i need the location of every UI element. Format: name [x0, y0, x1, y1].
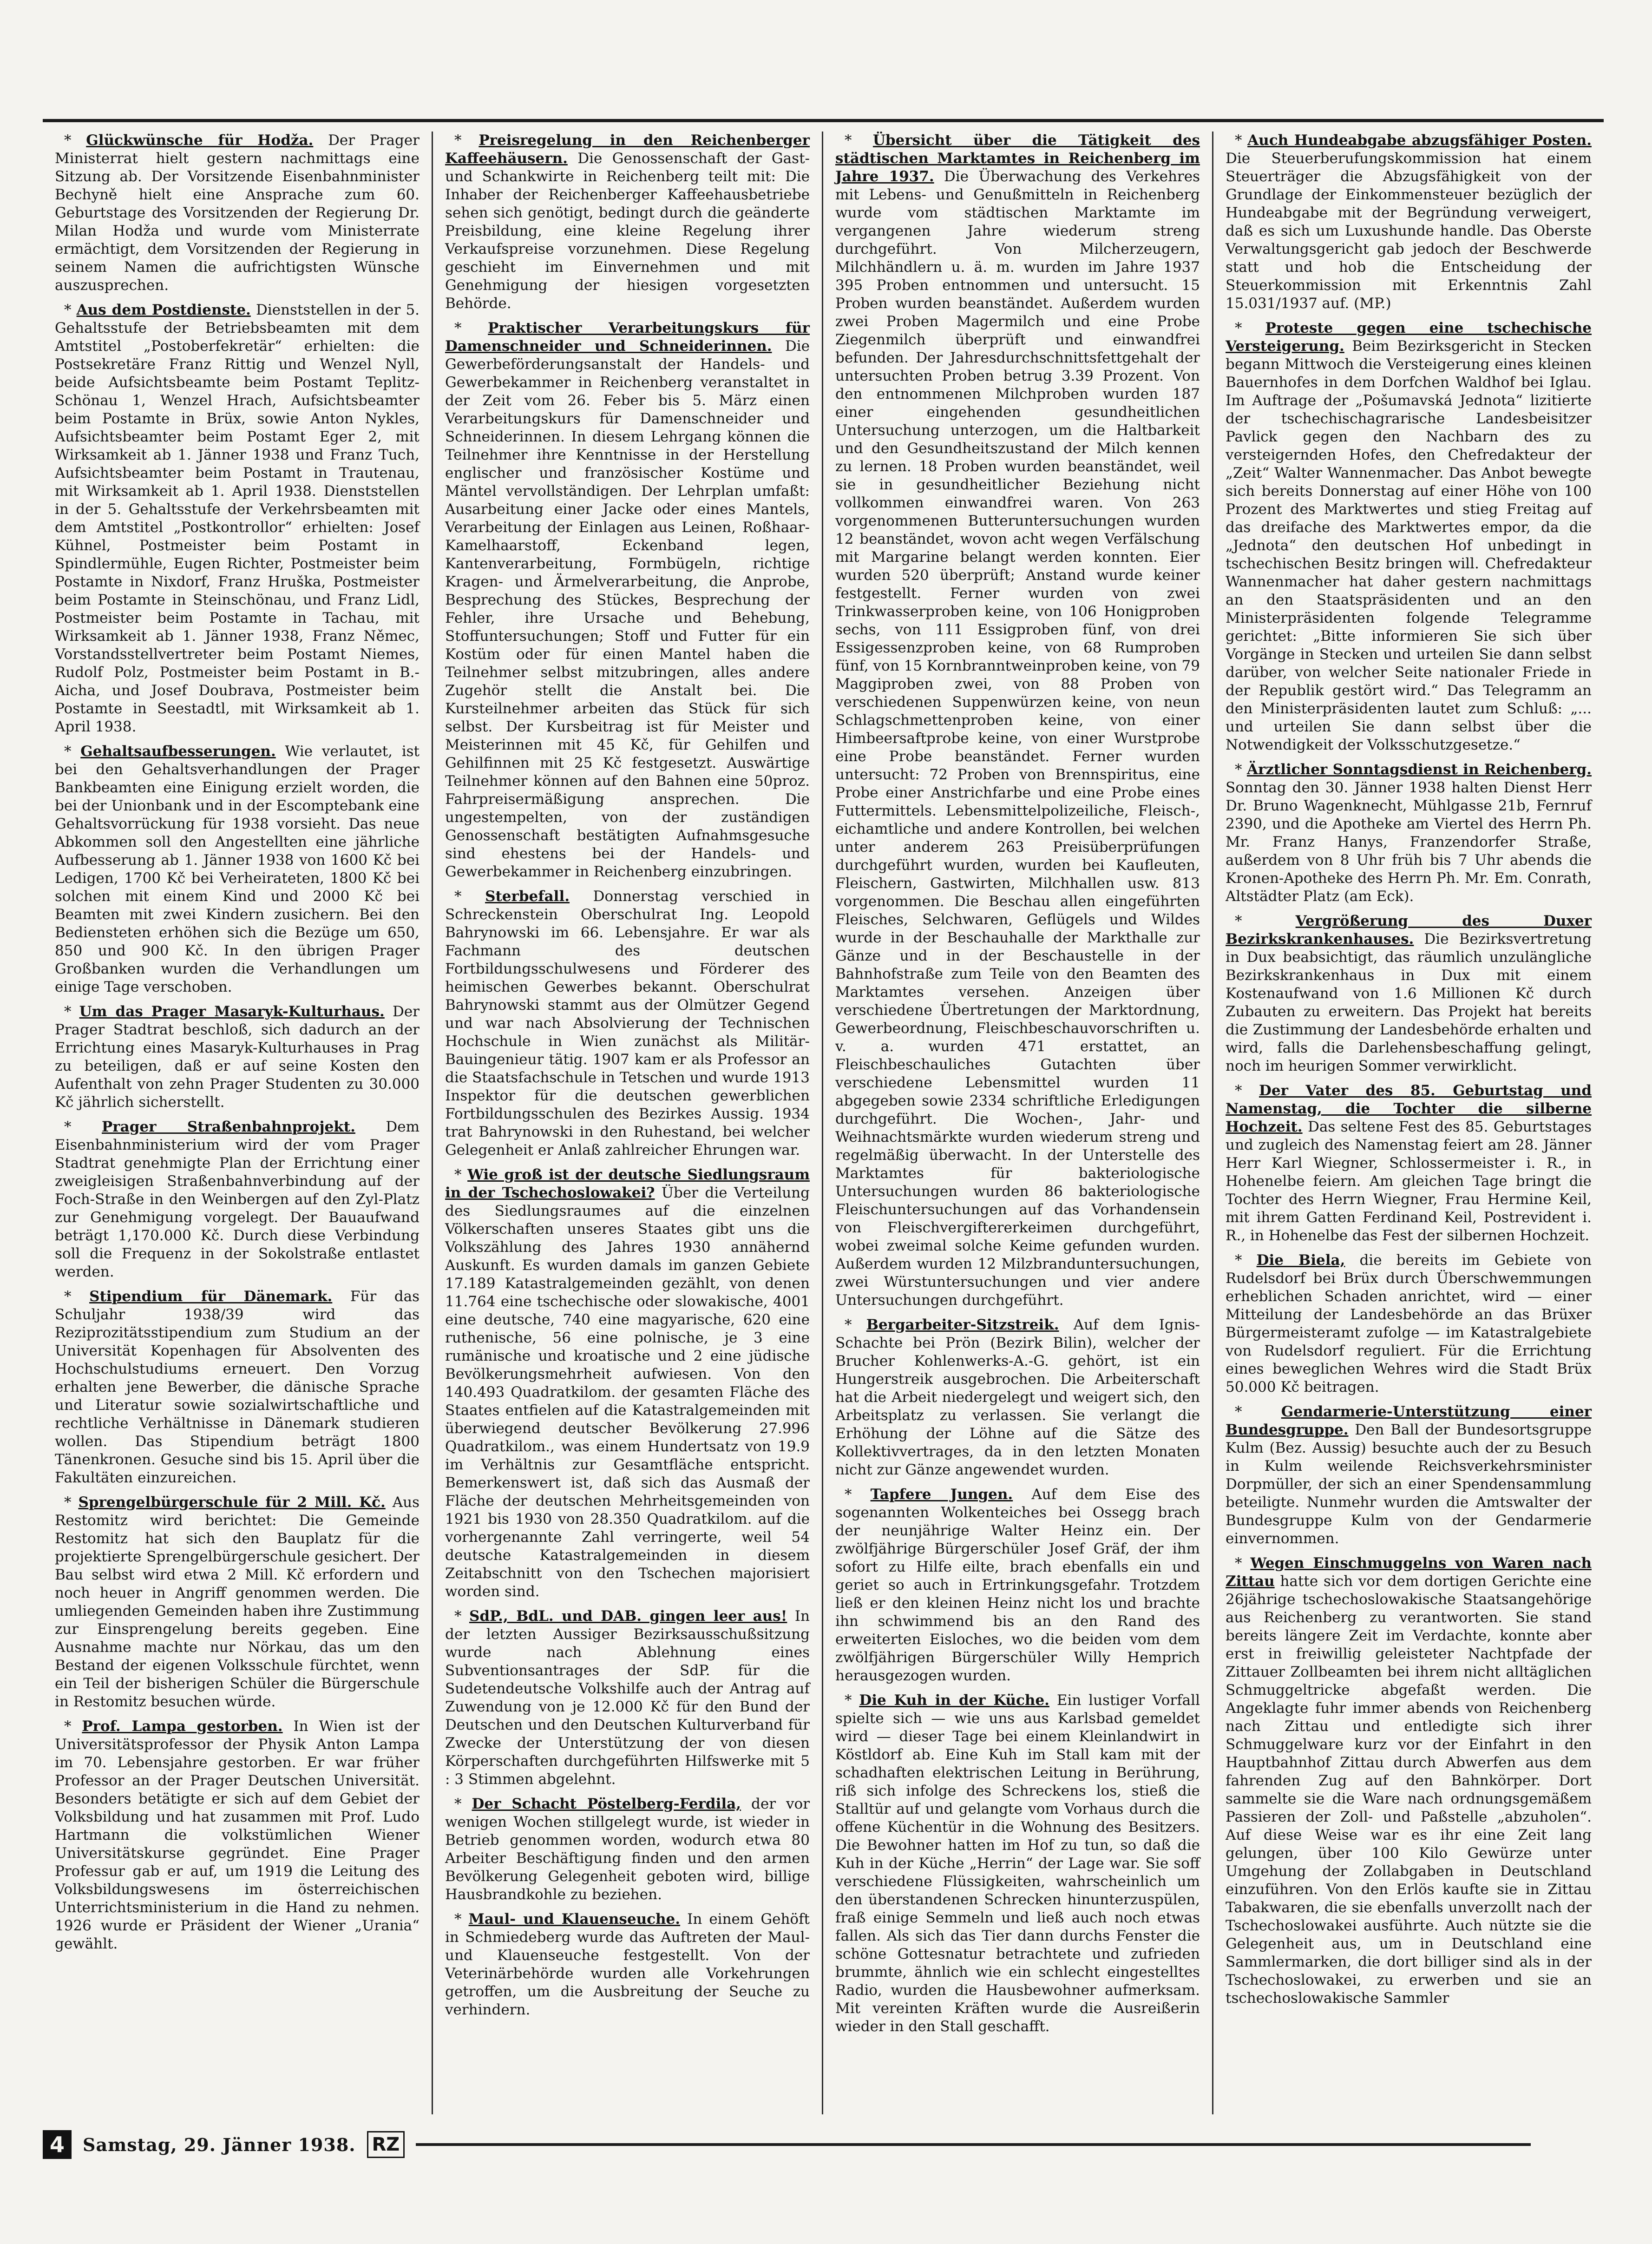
bullet-marker: *: [64, 1494, 79, 1511]
article-heading: Übersicht über die Tätigkeit des städtischen Marktamtes in Reichenberg im Jahre 1937.: [835, 132, 1200, 185]
article-text: Donnerstag verschied in Schreckenstein Oberschulrat Ing. Leopold Bahrynowski im 66. Lebensjahre. Er war als Fachmann des deutschen Fortbildungsschulwesens und Förderer des heimischen Gewerbes bekannt. Oberschulrat Bahrynowski stammt aus der Olmützer Gegend und war nach Absolvierung der Technischen Hochschule in Wien zunächst als Militär-Bauingenieur tätig. 1907 kam er als Professor an die Staatsfachschule in Tetschen und wurde 1913 Inspektor für die deutschen gewerblichen Fortbildungsschulen des Bezirkes Aussig. 1934 trat Bahrynowski in den Ruhestand, bei welcher Gelegenheit er Anlaß zahlreicher Ehrungen war.: [445, 888, 810, 1158]
article-heading: Praktischer Verarbeitungskurs für Damenschneider und Schneiderinnen.: [445, 320, 810, 355]
article-heading: Prager Straßenbahnprojekt.: [102, 1119, 355, 1135]
newspaper-logo: RZ: [367, 2131, 405, 2158]
page-number: 4: [43, 2130, 72, 2159]
article-heading: Der Vater des 85. Geburtstag und Namenstag, die Tochter die silberne Hochzeit.: [1226, 1082, 1592, 1135]
article-text: Auf dem Eise des sogenannten Wolkenteiches bei Ossegg brach der neunjährige Walter Heinz ein. Der zwölfjährige Bürgerschüler Josef Gräf, der ihm sofort zu Hilfe eilte, brach ebenfalls ein und geriet so auch in Ertrinkungsgefahr. Trotzdem ließ er den kleinen Heinz nicht los und brachte ihn schwimmend bis an den Rand des erweiterten Eisloches, wo die beiden vom dem zwölfjährigen Bürgerschüler Willy Hemprich herausgezogen wurden.: [835, 1486, 1200, 1684]
bullet-marker: *: [845, 1316, 866, 1333]
article-paragraph: [55, 1288, 420, 1487]
article-text: Die Genossenschaft der Gast- und Schankwirte in Reichenberg teilt mit: Die Inhaber der Reichenberger Kaffeehausbetriebe sehen sich genötigt, bedingt durch die geänderte Preisbildung, eine kleine Regelung ihrer Verkaufspreise vorzunehmen. Diese Regelung geschieht im Einvernehmen und mit Genehmigung der hiesigen vorgesetzten Behörde.: [445, 150, 810, 312]
article-heading: Wie groß ist der deutsche Siedlungsraum in der Tschechoslowakei?: [445, 1166, 810, 1201]
article-heading: Prof. Lampa gestorben.: [82, 1718, 283, 1735]
article-text: Für das Schuljahr 1938/39 wird das Reziprozitätsstipendium zum Studium an der Universität Kopenhagen für Absolventen des Hochschulstudiums erneuert. Den Vorzug erhalten jene Bewerber, die dänische Sprache und Literatur sowie sozialwirtschaftliche und rechtliche Verhältnisse in Dänemark studieren wollen. Das Stipendium beträgt 1800 Tänenkronen. Gesuche sind bis 15. April über die Fakultäten einzureichen.: [55, 1288, 420, 1486]
article-paragraph: [55, 1003, 420, 1112]
article-paragraph: [55, 743, 420, 996]
article-paragraph: [835, 1486, 1200, 1685]
article-heading: Maul- und Klauenseuche.: [468, 1911, 681, 1928]
article-heading: Ärztlicher Sonntagsdienst in Reichenberg.: [1246, 761, 1592, 778]
article-paragraph: [445, 1795, 810, 1904]
bullet-marker: *: [1235, 1555, 1251, 1572]
bullet-marker: *: [64, 302, 77, 318]
bullet-marker: *: [64, 1288, 90, 1305]
article-text: Das seltene Fest des 85. Geburtstages und zugleich des Namenstag feiert am 28. Jänner Herr Karl Wiegner, Schlossermeister i. R., in Hohenelbe feiern. Am gleichen Tage bringt die Tochter des Herrn Wiegner, Frau Hermine Keil, mit ihrem Gatten Ferdinand Keil, Postrevident i. R., in Hohenelbe das Fest der silbernen Hochzeit.: [1226, 1119, 1592, 1244]
article-text: Den Ball der Bundesortsgruppe Kulm (Bez. Aussig) besuchte auch der zu Besuch in Kulm weilende Reichsverkehrsminister Dorpmüller, der sich an einer Spendensammlung beteiligte. Nunmehr wurden die Amtswalter der Bundesgruppe Kulm von der Gendarmerie einvernommen.: [1226, 1421, 1592, 1547]
column-4: [1213, 132, 1604, 2114]
article-text: Auf dem Ignis-Schachte bei Prön (Bezirk Bilin), welcher der Brucher Kohlenwerks-A.-G. gehört, ist ein Hungerstreik ausgebrochen. Die Arbeiterschaft hat die Arbeit niedergelegt und weigert sich, den Arbeitsplatz zu verlassen. Sie verlangt die Erhöhung der Löhne auf die Sätze des Kollektivvertrages, da in den letzten Monaten nicht zur Gänze angewendet wurden.: [835, 1316, 1200, 1478]
bullet-marker: *: [1235, 1252, 1257, 1269]
column-2: [433, 132, 823, 2114]
bullet-marker: *: [454, 132, 479, 149]
article-paragraph: [1226, 319, 1592, 754]
article-text: der vor wenigen Wochen stillgelegt wurde, ist wieder in Betrieb genommen worden, wodurch etwa 80 Arbeiter Beschäftigung finden und den armen Bevölkerung Gelegenheit geboten wird, billige Hausbrandkohle zu beziehen.: [445, 1796, 810, 1903]
article-paragraph: [1226, 761, 1592, 906]
bullet-marker: *: [1235, 132, 1248, 149]
article-paragraph: [445, 1910, 810, 2019]
page-footer: [43, 2128, 1531, 2161]
bullet-marker: *: [64, 1119, 102, 1135]
bullet-marker: *: [1235, 320, 1265, 336]
article-columns: [43, 132, 1604, 2114]
article-paragraph: [55, 301, 420, 736]
article-text: Aus Restomitz wird berichtet: Die Gemeinde Restomitz hat sich den Bauplatz für die projektierte Sprengelbürgerschule gesichert. Der Bau selbst wird etwa 2 Mill. Kč erfordern und noch heuer in Angriff genommen werden. Die umliegenden Gemeinden haben ihre Zustimmung zur Einsprengelung bereits gegeben. Eine Ausnahme machte nur Nörkau, das um den Bestand der eigenen Volksschule fürchtet, wenn ein Teil der bisherigen Schüler die Bürgerschule in Restomitz besuchen würde.: [55, 1494, 420, 1710]
article-text: In der letzten Aussiger Bezirksausschußsitzung wurde nach Ablehnung eines Subventionsantrages der SdP. für die Sudetendeutsche Volkshilfe auch der Antrag auf Zuwendung von je 12.000 Kč für den Bund der Deutschen und den Deutschen Kulturverband für Zwecke der Unterstützung der von diesen Körperschaften durchgeführten Hilfswerke mit 5 : 3 Stimmen abgelehnt.: [445, 1608, 810, 1788]
article-text: Beim Bezirksgericht in Stecken begann Mittwoch die Versteigerung eines kleinen Bauernhofes in dem Dorfchen Waldhof bei Iglau. Im Auftrage der „Pošumavská Jednota“ lizitierte der tschechischagrarische Landesbeisitzer Pavlick gegen den Nachbarn des zu versteigernden Hofes, den Chefredakteur der „Zeit“ Walter Wannenmacher. Das Anbot bewegte sich bereits Donnerstag auf einer Höhe von 100 Prozent des Marktwertes und stieg Freitag auf das dreifache des Marktwertes empor, da die „Jednota“ den deutschen Hof unbedingt in tschechischen Besitz bringen will. Chefredakteur Wannenmacher hat daher gestern nachmittags an den Staatspräsidenten und an den Ministerpräsidenten folgende Telegramme gerichtet: „Bitte informieren Sie sich über Vorgänge in Stecken und urteilen Sie dann selbst darüber, von welcher Seite nationaler Friede in der Republik gestört wird.“ Das Telegramm an den Ministerpräsidenten lautet zum Schluß: „... und urteilen Sie dann selbst über die Notwendigkeit der Volksschutzgesetze.“: [1226, 338, 1592, 753]
article-heading: Die Biela,: [1256, 1252, 1345, 1269]
article-paragraph: [55, 1118, 420, 1281]
article-heading: Die Kuh in der Küche.: [859, 1692, 1049, 1709]
article-text: Ein lustiger Vorfall spielte sich — wie uns aus Karlsbad gemeldet wird — dieser Tage bei einem Kleinlandwirt in Köstldorf ab. Eine Kuh im Stall kam mit der schadhaften elektrischen Leitung in Berührung, riß sich infolge des Schreckens los, stieß die Stalltür auf und gelangte vom Vorhaus durch die offene Küchentür in die Wohnung des Besitzers. Die Bewohner hatten im Hof zu tun, so daß die Kuh in der Küche „Herrin“ der Lage war. Sie soff verschiedene Flüssigkeiten, wahrscheinlich um den überstandenen Schrecken hinunterzuspülen, fraß einige Semmeln und ließ auch noch etwas fallen. Als sich das Tier dann durchs Fenster die schöne Gottesnatur betrachtete und zufrieden brummte, ähnlich wie ein schlecht eingestelltes Radio, wurden die Hausbewohner aufmerksam. Mit vereinten Kräften wurde die Ausreißerin wieder in den Stall geschafft.: [835, 1692, 1200, 2035]
article-heading: Glückwünsche für Hodža.: [86, 132, 314, 149]
article-heading: Vergrößerung des Duxer Bezirkskrankenhauses.: [1226, 913, 1592, 948]
article-heading: SdP., BdL. und DAB. gingen leer aus!: [469, 1608, 787, 1625]
article-text: Dem Eisenbahnministerium wird der vom Prager Stadtrat genehmigte Plan der Errichtung einer zweigleisigen Straßenbahnverbindung auf der Foch-Straße in den Weinbergen auf den Zyl-Platz zur Genehmigung vorgelegt. Der Bauaufwand beträgt 1,170.000 Kč. Durch diese Verbindung soll die Frequenz in der Sokolstraße entlastet werden.: [55, 1119, 420, 1280]
article-text: Der Prager Stadtrat beschloß, sich dadurch an der Errichtung eines Masaryk-Kulturhauses in Prag zu beteiligen, daß er auf seine Kosten den Aufenthalt von zehn Prager Studenten zu 30.000 Kč jährlich sicherstellt.: [55, 1003, 420, 1111]
bullet-marker: *: [454, 1911, 469, 1928]
article-text: In Wien ist der Universitätsprofessor der Physik Anton Lampa im 70. Lebensjahre gestorben. Er war früher Professor an der Prager Deutschen Universität. Besonders betätigte er sich auf dem Gebiet der Volksbildung und hat zusammen mit Prof. Ludo Hartmann die volkstümlichen Wiener Universitätskurse gegründet. Eine Prager Professur gab er auf, um 1919 die Leitung des Volksbildungswesens im österreichischen Unterrichtsministerium in die Hand zu nehmen. 1926 wurde er Präsident der Wiener „Urania“ gewählt.: [55, 1718, 420, 1952]
article-heading: Gehaltsaufbesserungen.: [80, 743, 276, 760]
article-text: Die Überwachung des Verkehres mit Lebens- und Genußmitteln in Reichenberg wurde vom städtischen Marktamte im vergangenen Jahre wiederum streng durchgeführt. Von Milcherzeugern, Milchhändlern u. ä. m. wurden im Jahre 1937 395 Proben entnommen und untersucht. 15 Proben wurden beanständet. Außerdem wurden zwei Proben Magermilch und eine Probe Ziegenmilch überprüft und einwandfrei befunden. Der Jahresdurchschnittsfettgehalt der untersuchten Proben betrug 3.39 Prozent. Von den entnommenen Milchproben wurden 187 einer eingehenden gesundheitlichen Untersuchung unterzogen, um die Haltbarkeit und den Gesundheitszustand der Milch kennen zu lernen. 18 Proben wurden beanständet, weil sie in gesundheitlicher Beziehung nicht vollkommen einwandfrei waren. Von 263 vorgenommenen Butteruntersuchungen wurden 12 beanständet, wovon acht wegen Verfälschung mit Margarine belangt werden konnten. Eier wurden 520 überprüft; Anstand wurde keiner festgestellt. Ferner wurden von zwei Trinkwasserproben keine, von 106 Honigproben sechs, von 111 Essigproben fünf, von drei Essigessenzproben keine, von 68 Rumproben fünf, von 15 Kornbranntweinproben keine, von 79 Maggiproben zwei, von 88 Proben von verschiedenen Suppenwürzen keine, von neun Schlagschmettenproben keine, von einer Himbeersaftprobe keine, von einer Wurstprobe eine Probe beanständet. Ferner wurden untersucht: 72 Proben von Brennspiritus, eine Probe einer Anstrichfarbe und eine Probe eines Futtermittels. Lebensmittelpolizeiliche, Fleisch-, eichamtliche und andere Kontrollen, bei welchen unter anderem 263 Preisüberprüfungen durchgeführt wurden, wurden bei Kaufleuten, Fleischern, Gastwirten, Milchhallen usw. 813 vorgenommen. Die Beschau allen eingeführten Fleisches, Selchwaren, Geflügels und Wildes wurde in der Beschauhalle der Markthalle zur Gänze und in der Beschaustelle in der Bahnhofstraße zum Teile von den Beamten des Marktamtes versehen. Anzeigen über verschiedene Übertretungen der Marktordnung, Gewerbeordnung, Fleischbeschauvorschriften u. v. a. wurden 471 erstattet, an Fleischbeschauliches Gutachten über verschiedene Lebensmittel wurden 11 abgegeben sowie 2334 schriftliche Erledigungen durchgeführt. Die Wochen-, Jahr- und Weihnachtsmärkte wurden wiederum streng und regelmäßig überwacht. In der Unterstelle des Marktamtes für bakteriologische Untersuchungen wurden 86 bakteriologische Fleischuntersuchungen auf das Vorhandensein von Fleischvergiftererkeimen durchgeführt, wobei zweimal solche Keime gefunden wurden. Außerdem wurden 12 Milzbranduntersuchungen, zwei Würstuntersuchungen und vier andere Untersuchungen durchgeführt.: [835, 168, 1200, 1309]
bullet-marker: *: [1235, 761, 1247, 778]
article-heading: Gendarmerie-Unterstützung einer Bundesgruppe.: [1226, 1403, 1592, 1438]
article-heading: Wegen Einschmuggelns von Waren nach Zittau: [1226, 1555, 1592, 1590]
article-paragraph: [1226, 1251, 1592, 1396]
bullet-marker: *: [845, 132, 873, 149]
article-text: Die Steuerberufungskommission hat einem Steuerträger die Abzugsfähigkeit von der Grundlage der Einkommensteuer bezüglich der Hundeabgabe mit der Begründung verweigert, daß es sich um Luxushunde handle. Das Oberste Verwaltungsgericht gab jedoch der Beschwerde statt und hob die Entscheidung der Steuerkommission mit Erkenntnis Zahl 15.031/1937 auf. (MP.): [1226, 150, 1592, 312]
newspaper-page: [43, 119, 1604, 2175]
bullet-marker: *: [845, 1486, 871, 1503]
article-paragraph: [835, 1316, 1200, 1479]
article-paragraph: [1226, 912, 1592, 1075]
bullet-marker: *: [454, 320, 488, 336]
bullet-marker: *: [64, 1718, 82, 1735]
article-heading: Preisregelung in den Reichenberger Kaffeehäusern.: [445, 132, 810, 167]
article-heading: Um das Prager Masaryk-Kulturhaus.: [79, 1003, 385, 1020]
bullet-marker: *: [845, 1692, 859, 1709]
article-text: Dienststellen in der 5. Gehaltsstufe der Betriebsbeamten mit dem Amtstitel „Postoberfekretär“ erhielten: die Postsekretäre Franz Rittig und Wenzel Nyll, beide Aufsichtsbeamte beim Postamt Teplitz-Schönau 1, Wenzel Hrach, Aufsichtsbeamter beim Postamte in Brüx, sowie Anton Nykles, Aufsichtsbeamter beim Postamt Eger 2, mit Wirksamkeit ab 1. Jänner 1938 und Franz Tuch, Aufsichtsbeamter beim Postamt in Trautenau, mit Wirksamkeit ab 1. April 1938. Dienststellen in der 5. Gehaltsstufe der Verkehrsbeamten mit dem Amtstitel „Postkontrollor“ erhielten: Josef Kühnel, Postmeister beim Postamt in Spindlermühle, Eugen Richter, Postmeister beim Postamte in Nixdorf, Franz Hruška, Postmeister beim Postamte in Steinschönau, und Franz Lidl, Postmeister beim Postamte in Tachau, mit Wirksamkeit ab 1. Jänner 1938, Franz Němec, Vorstandsstellvertreter beim Postamt Niemes, Rudolf Polz, Postmeister beim Postamt in B.-Aicha, und Josef Doubrava, Postmeister beim Postamte in Seestadtl, mit Wirksamkeit ab 1. April 1938.: [55, 302, 420, 735]
article-text: Sonntag den 30. Jänner 1938 halten Dienst Herr Dr. Bruno Wagenknecht, Mühlgasse 21b, Fernruf 2390, und die Apotheke am Viertel des Herrn Ph. Mr. Franz Hanys, Franzendorfer Straße, außerdem von 8 Uhr früh bis 7 Uhr abends die Kronen-Apotheke des Herrn Ph. Mr. Em. Conrath, Altstädter Platz (am Eck).: [1226, 779, 1592, 905]
article-paragraph: [835, 132, 1200, 1310]
column-3: [823, 132, 1213, 2114]
article-text: Die Bezirksvertretung in Dux beabsichtigt, das räumlich unzulängliche Bezirkskrankenhaus in Dux mit einem Kostenaufwand von 1.6 Millionen Kč durch Zubauten zu erweitern. Das Projekt hat bereits die Zustimmung der Landesbehörde erhalten und wird, falls die Darlehensbeschaffung gelingt, noch im heurigen Sommer verwirklicht.: [1226, 931, 1592, 1074]
article-heading: Bergarbeiter-Sitzstreik.: [866, 1316, 1059, 1333]
bullet-marker: *: [64, 743, 81, 760]
bullet-marker: *: [454, 888, 485, 905]
article-paragraph: [1226, 1554, 1592, 2007]
bullet-marker: *: [64, 1003, 79, 1020]
article-text: In einem Gehöft in Schmiedeberg wurde das Auftreten der Maul- und Klauenseuche festgestellt. Von der Veterinärbehörde wurden alle Vorkehrungen getroffen, um die Ausbreitung der Seuche zu verhindern.: [445, 1911, 810, 2018]
article-paragraph: [445, 1166, 810, 1601]
article-text: Über die Verteilung des Siedlungsraumes auf die einzelnen Völkerschaften unseres Staates gibt uns die Volkszählung des Jahres 1930 annähernd Auskunft. Es wurden damals im ganzen Gebiete 17.189 Katastralgemeinden gezählt, von denen 11.764 eine tschechische oder slowakische, 4001 eine deutsche, 740 eine magyarische, 620 eine ruthenische, 56 eine polnische, je 3 eine rumänische und kroatische und 2 eine jüdische Bevölkerungsmehrheit aufwiesen. Von den 140.493 Quadratkilom. der gesamten Fläche des Staates entfielen auf die Katastralgemeinden mit überwiegend deutscher Bevölkerung 27.996 Quadratkilom., was einem Hundertsatz von 19.9 im Verhältnis zur Gesamtfläche entspricht. Bemerkenswert ist, daß sich das Ausmaß der Fläche der deutschen Mehrheitsgemeinden von 1921 bis 1930 von 28.350 Quadratkilom. auf die vorhergenannte Zahl verringerte, weil 54 deutsche Katastralgemeinden in diesem Zeitabschnitt von den Tschechen majorisiert worden sind.: [445, 1185, 810, 1600]
article-paragraph: [445, 888, 810, 1159]
article-paragraph: [445, 319, 810, 881]
article-paragraph: [55, 132, 420, 295]
issue-date: Samstag, 29. Jänner 1938.: [83, 2134, 356, 2155]
article-heading: Auch Hundeabgabe abzugsfähiger Posten.: [1247, 132, 1592, 149]
bullet-marker: *: [64, 132, 86, 149]
article-heading: Tapfere Jungen.: [870, 1486, 1013, 1503]
bullet-marker: *: [454, 1796, 472, 1812]
footer-rule: [416, 2143, 1531, 2146]
article-paragraph: [55, 1718, 420, 1953]
bullet-marker: *: [1235, 1403, 1281, 1420]
bullet-marker: *: [1235, 913, 1296, 929]
article-heading: Aus dem Postdienste.: [76, 302, 251, 318]
article-heading: Stipendium für Dänemark.: [89, 1288, 333, 1305]
article-paragraph: [55, 1494, 420, 1711]
article-paragraph: [835, 1691, 1200, 2036]
article-paragraph: [1226, 1403, 1592, 1548]
article-heading: Der Schacht Pöstelberg-Ferdila,: [472, 1796, 741, 1812]
article-heading: Sprengelbürgerschule für 2 Mill. Kč.: [78, 1494, 386, 1511]
article-paragraph: [445, 132, 810, 313]
article-heading: Proteste gegen eine tschechische Versteigerung.: [1226, 320, 1592, 355]
column-1: [43, 132, 433, 2114]
article-paragraph: [445, 1607, 810, 1789]
bullet-marker: *: [454, 1166, 468, 1183]
article-heading: Sterbefall.: [485, 888, 570, 905]
article-text: Die Gewerbeförderungsanstalt der Handels- und Gewerbekammer in Reichenberg veranstaltet in der Zeit vom 26. Feber bis 5. März einen Verarbeitungskurs für Damenschneider und Schneiderinnen. In diesem Lehrgang können die Teilnehmer ihre Kenntnisse in der Herstellung englischer und französischer Kostüme und Mäntel vervollständigen. Der Lehrplan umfaßt: Ausarbeitung einer Jacke oder eines Mantels, Verarbeitung der Einlagen aus Leinen, Roßhaar-Kamelhaarstoff, Eckenband legen, Kantenverarbeitung, Formbügeln, richtige Kragen- und Ärmelverarbeitung, die Anprobe, Besprechung des Stückes, Besprechung der Fehler, ihre Ursache und Behebung, Stoffuntersuchungen; Stoff und Futter für ein Kostüm oder für einen Mantel haben die Teilnehmer selbst mitzubringen, alles andere Zugehör stellt die Anstalt bei. Die Kursteilnehmer arbeiten das Stück für sich selbst. Der Kursbeitrag ist für Meister und Meisterinnen mit 45 Kč, für Gehilfen und Gehilfinnen mit 25 Kč festgesetzt. Auswärtige Teilnehmer können auf den Bahnen eine 50proz. Fahrpreisermäßigung ansprechen. Die ungestempelten, von der zuständigen Genossenschaft bestätigten Aufnahmsgesuche sind ehestens bei der Handels- und Gewerbekammer in Reichenberg einzubringen.: [445, 338, 810, 880]
article-text: die bereits im Gebiete von Rudelsdorf bei Brüx durch Überschwemmungen erheblichen Schaden anrichtet, wird — einer Mitteilung der Landesbehörde an das Brüxer Bürgermeisteramt zufolge — im Katastralgebiete von Rudelsdorf reguliert. Für die Errichtung eines beweglichen Wehres wird die Stadt Brüx 50.000 Kč beitragen.: [1226, 1252, 1592, 1395]
article-text: Der Prager Ministerrat hielt gestern nachmittags eine Sitzung ab. Der Vorsitzende Eisenbahnminister Bechyně hielt eine Ansprache zum 60. Geburtstage des Vorsitzenden der Regierung Dr. Milan Hodža und wurde vom Ministerrate ermächtigt, dem Vorsitzenden der Regierung in seinem Namen die aufrichtigsten Wünsche auszusprechen.: [55, 132, 420, 294]
bullet-marker: *: [1235, 1082, 1259, 1099]
article-paragraph: [1226, 132, 1592, 313]
article-text: Wie verlautet, ist bei den Gehaltsverhandlungen der Prager Bankbeamten eine Einigung erzielt worden, die bei der Unionbank und in der Escomptebank eine Gehaltsvorrückung für 1938 vorsieht. Das neue Abkommen soll den Angestellten eine jährliche Aufbesserung ab 1. Jänner 1938 von 1600 Kč bei Ledigen, 1700 Kč bei Verheirateten, 1800 Kč bei solchen mit einem Kind und 2000 Kč bei Beamten mit zwei Kindern zusichern. Bei den Bediensteten erhöhen sich die Bezüge um 650, 850 und 900 Kč. In den übrigen Prager Großbanken wurden die Verhandlungen um einige Tage verschoben.: [55, 743, 420, 995]
article-paragraph: [1226, 1082, 1592, 1245]
article-text: hatte sich vor dem dortigen Gerichte eine 26jährige tschechoslowakische Staatsangehörige aus Reichenberg zu verantworten. Sie stand bereits längere Zeit im Verdachte, konnte aber erst in freiwillig geleisteter Nachtpfade der Zittauer Zollbeamten bei ihrem nicht alltäglichen Schmuggeltricke abgefaßt werden. Die Angeklagte fuhr immer abends von Reichenberg nach Zittau und entledigte sich ihrer Schmuggelware kurz vor der Einfahrt in den Hauptbahnhof Zittau durch Abwerfen aus dem fahrenden Zug auf den Bahnkörper. Dort sammelte sie die Ware nach ordnungsgemäßem Passieren der Zoll- und Paßstelle „abzuholen“. Auf diese Weise war es ihr eine Zeit lang gelungen, über 100 Kilo Gewürze unter Umgehung der Zollabgaben in Deutschland einzuführen. Von den Erlös kaufte sie in Zittau Tabakwaren, die sie ebenfalls unverzollt nach der Tschechoslowakei ausführte. Auch nützte sie die Gelegenheit aus, um in Deutschland eine Sammlermarken, die dort billiger sind als in der Tschechoslowakei, zu erwerben und sie an tschechoslowakische Sammler: [1226, 1573, 1592, 2007]
bullet-marker: *: [454, 1608, 469, 1625]
